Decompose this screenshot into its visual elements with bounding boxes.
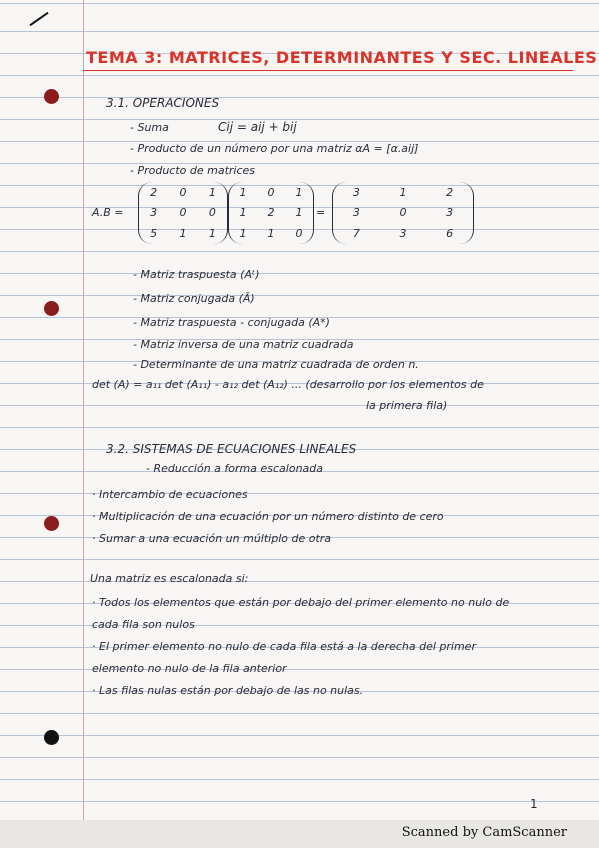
- condition-3: · Las filas nulas están por debajo de las no nulas.: [92, 684, 364, 697]
- matrix-cell: 7: [352, 227, 360, 241]
- matrix-cell: 1: [239, 227, 247, 241]
- matrix-cell: 1: [295, 185, 303, 199]
- op-intercambio: · Intercambio de ecuaciones: [92, 488, 248, 501]
- matrix-cell: 0: [208, 206, 216, 220]
- product-label: A.B =: [92, 206, 124, 219]
- matrix-cell: 1: [239, 206, 247, 220]
- binder-hole: [44, 730, 59, 745]
- op-multiplicacion: · Multiplicación de una ecuación por un número distinto de cero: [92, 510, 444, 523]
- producto-numero-line: - Producto de un número por una matriz αA = [α.aij]: [130, 142, 419, 155]
- matrix-cell: 5: [150, 227, 158, 241]
- section-heading-sistemas: 3.2. SISTEMAS DE ECUACIONES LINEALES: [106, 442, 357, 456]
- producto-matrices-line: - Producto de matrices: [130, 164, 256, 177]
- escalonada-intro: Una matriz es escalonada si:: [90, 572, 249, 585]
- condition-1-cont: cada fila son nulos: [92, 618, 195, 631]
- matrix-cell: 0: [179, 185, 187, 199]
- det-formula-line-2: la primera fila): [366, 399, 448, 412]
- matrix-a: [138, 182, 228, 244]
- suma-formula: Cij = aij + bij: [218, 120, 297, 134]
- item-inversa: - Matriz inversa de una matriz cuadrada: [133, 338, 354, 351]
- scanner-footer: Scanned by CamScanner: [401, 825, 567, 840]
- title-underline: [83, 70, 573, 71]
- matrix-cell: 0: [267, 185, 275, 199]
- matrix-cell: 0: [179, 206, 187, 220]
- matrix-cell: 1: [208, 227, 216, 241]
- op-sumar: · Sumar a una ecuación un múltiplo de otra: [92, 532, 332, 545]
- condition-2-cont: elemento no nulo de la fila anterior: [92, 662, 287, 675]
- matrix-cell: 2: [150, 185, 158, 199]
- matrix-cell: 1: [208, 185, 216, 199]
- matrix-b: [228, 182, 314, 244]
- pen-mark: [29, 12, 48, 26]
- page-number: 1: [530, 797, 538, 811]
- matrix-cell: 1: [239, 185, 247, 199]
- matrix-cell: 2: [446, 185, 454, 199]
- item-traspuesta-conjugada: - Matriz traspuesta - conjugada (A*): [133, 316, 330, 329]
- matrix-cell: 0: [399, 206, 407, 220]
- item-determinante: - Determinante de una matriz cuadrada de orden n.: [133, 358, 419, 371]
- matrix-cell: 3: [399, 227, 407, 241]
- section-heading-operaciones: 3.1. OPERACIONES: [106, 96, 220, 110]
- binder-hole: [44, 516, 59, 531]
- equals-sign: =: [316, 206, 326, 219]
- binder-hole: [44, 89, 59, 104]
- suma-label: - Suma: [130, 121, 169, 134]
- matrix-cell: 0: [295, 227, 303, 241]
- matrix-cell: 3: [352, 206, 360, 220]
- margin-line: [83, 0, 84, 820]
- matrix-cell: 3: [150, 206, 158, 220]
- item-conjugada: - Matriz conjugada (Ā): [133, 292, 255, 305]
- subheading-reduccion: - Reducción a forma escalonada: [146, 462, 324, 475]
- item-traspuesta: - Matriz traspuesta (Aᵗ): [133, 268, 260, 281]
- det-formula-line: det (A) = a₁₁ det (A₁₁) - a₁₂ det (A₁₂) ... (desarrollo por los elementos de: [92, 378, 484, 391]
- page-title: TEMA 3: MATRICES, DETERMINANTES Y SEC. LINEALES: [86, 48, 598, 67]
- matrix-c: [332, 182, 474, 244]
- matrix-cell: 3: [446, 206, 454, 220]
- matrix-cell: 1: [179, 227, 187, 241]
- binder-hole: [44, 301, 59, 316]
- matrix-cell: 6: [446, 227, 454, 241]
- matrix-cell: 1: [399, 185, 407, 199]
- condition-1: · Todos los elementos que están por debajo del primer elemento no nulo de: [92, 596, 510, 609]
- matrix-cell: 1: [295, 206, 303, 220]
- matrix-cell: 3: [352, 185, 360, 199]
- matrix-cell: 1: [267, 227, 275, 241]
- matrix-cell: 2: [267, 206, 275, 220]
- condition-2: · El primer elemento no nulo de cada fila está a la derecha del primer: [92, 640, 476, 653]
